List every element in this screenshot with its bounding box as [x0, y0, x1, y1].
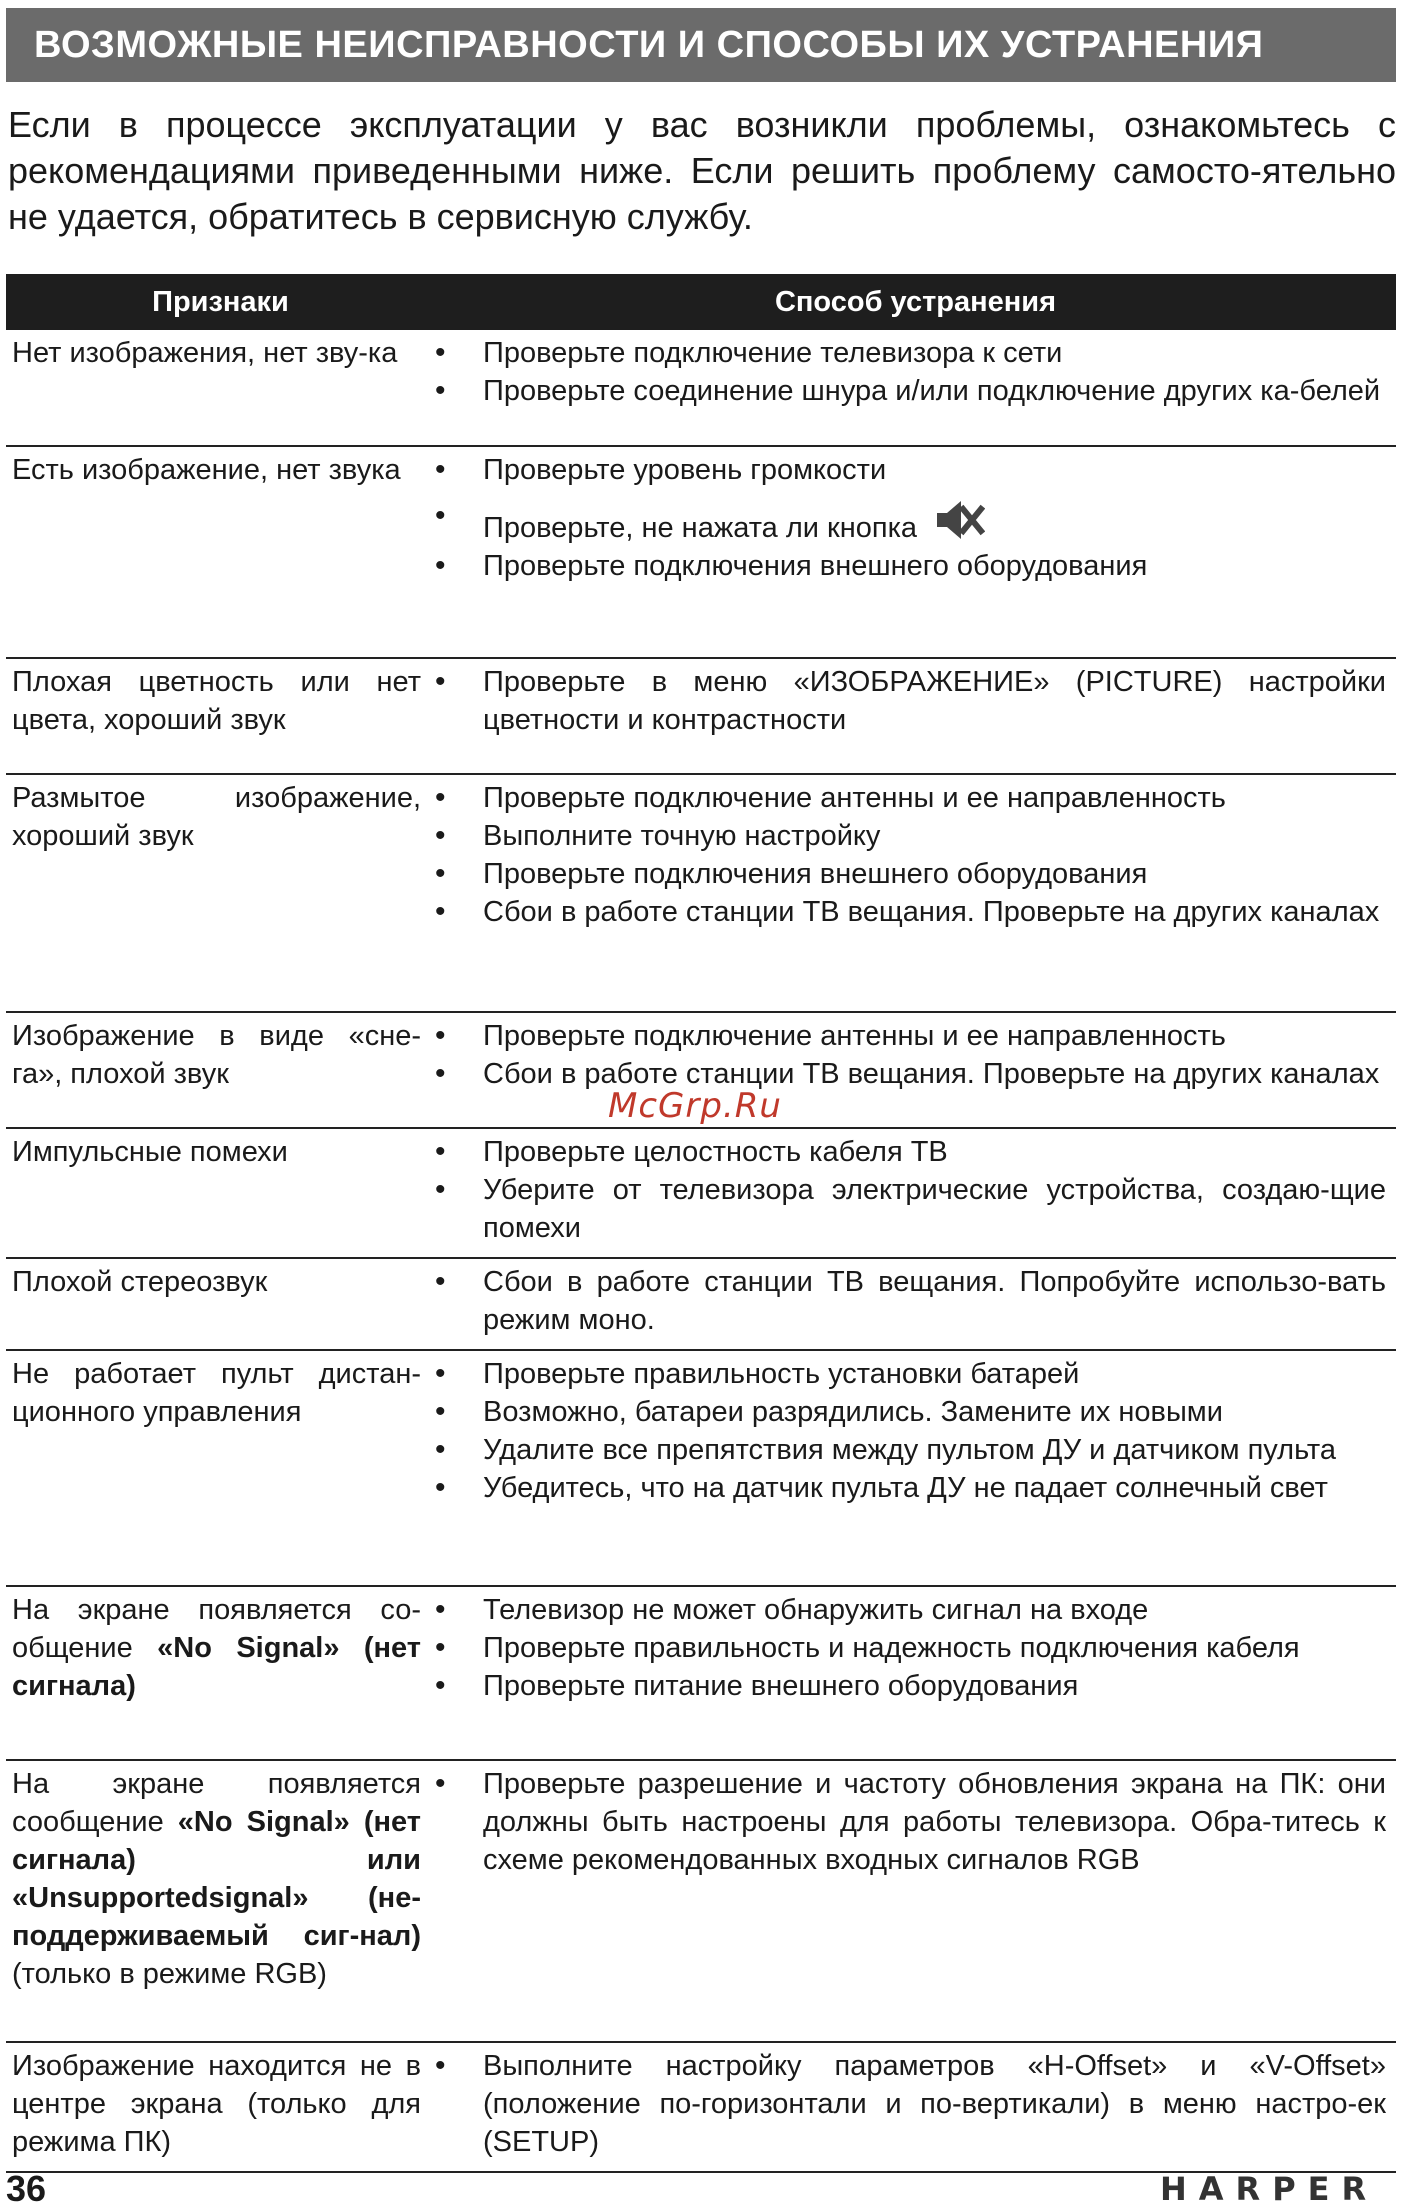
symptom-message: «No Signal» (нет сигнала) или «Unsupportedsignal» (не-поддерживаемый сиг-нал)	[12, 1806, 421, 1952]
table-row	[6, 330, 1396, 446]
symptom-cell: Не работает пульт дистан-ционного управления	[6, 1350, 435, 1586]
symptom-text: На экране появляется со-общение	[12, 1594, 421, 1664]
fix-item: • Проверьте соединение шнура и/или подключение других ка-белей	[445, 372, 1386, 410]
fix-item: • Возможно, батареи разрядились. Замените их новыми	[445, 1393, 1386, 1431]
symptom-cell	[6, 1760, 435, 2042]
fix-item: • Проверьте целостность кабеля ТВ	[445, 1133, 1386, 1171]
table-row	[6, 658, 1396, 774]
column-header-solutions: Способ устранения	[435, 274, 1396, 330]
fix-item: • Убедитесь, что на датчик пульта ДУ не падает солнечный свет	[445, 1469, 1386, 1507]
table-header-row	[6, 274, 1396, 330]
fix-item: • Сбои в работе станции ТВ вещания. Проверьте на других каналах	[445, 893, 1386, 931]
fix-item: • Телевизор не может обнаружить сигнал на входе	[445, 1591, 1386, 1629]
fix-item: • Проверьте подключения внешнего оборудования	[445, 855, 1386, 893]
table-row	[6, 1350, 1396, 1586]
fix-item: • Проверьте правильность установки батарей	[445, 1355, 1386, 1393]
fix-item: • Проверьте подключение антенны и ее направленность	[445, 1017, 1386, 1055]
fix-item: • Проверьте разрешение и частоту обновления экрана на ПК: они должны быть настроены для работы телевизора. Обра-титесь к схеме рекомендованных входных сигналов RGB	[445, 1765, 1386, 1879]
solution-cell	[435, 2042, 1396, 2172]
solution-cell	[435, 330, 1396, 446]
solution-cell	[435, 1128, 1396, 1258]
fix-item: • Проверьте подключения внешнего оборудования	[445, 547, 1386, 585]
fix-item: • Проверьте в меню «ИЗОБРАЖЕНИЕ» (PICTURE) настройки цветности и контрастности	[445, 663, 1386, 739]
symptom-cell: Изображение в виде «сне-га», плохой звук	[6, 1012, 435, 1128]
fix-item: • Проверьте подключение телевизора к сети	[445, 334, 1386, 372]
fix-item: • Выполните настройку параметров «H-Offset» и «V-Offset» (положение по-горизонтали и по-вертикали) в меню настро-ек (SETUP)	[445, 2047, 1386, 2161]
table-row	[6, 1128, 1396, 1258]
intro-paragraph: Если в процессе эксплуатации у вас возникли проблемы, ознакомьтесь с рекомендациями приведенными ниже. Если решить проблему самосто-ятельно не удается, обратитесь в сервисную службу.	[8, 104, 1396, 237]
fix-item: • Проверьте питание внешнего оборудования	[445, 1667, 1386, 1705]
solution-cell	[435, 1586, 1396, 1760]
symptom-cell	[6, 1586, 435, 1760]
solution-cell	[435, 446, 1396, 658]
solution-cell	[435, 1012, 1396, 1128]
fix-item: • Проверьте правильность и надежность подключения кабеля	[445, 1629, 1386, 1667]
symptom-cell: Нет изображения, нет зву-ка	[6, 330, 435, 446]
fix-item: • Сбои в работе станции ТВ вещания. Попробуйте использо-вать режим моно.	[445, 1263, 1386, 1339]
fix-item: • Сбои в работе станции ТВ вещания. Проверьте на других каналах	[445, 1055, 1386, 1093]
table-row	[6, 1760, 1396, 2042]
symptom-message: «No Signal» (нет сигнала)	[12, 1632, 421, 1702]
symptom-cell: Плохой стереозвук	[6, 1258, 435, 1350]
symptom-note: (только в режиме RGB)	[12, 1958, 327, 1990]
table-row	[6, 1258, 1396, 1350]
section-title: ВОЗМОЖНЫЕ НЕИСПРАВНОСТИ И СПОСОБЫ ИХ УСТРАНЕНИЯ	[34, 23, 1264, 66]
page-number: 36	[6, 2168, 47, 2209]
solution-cell	[435, 1258, 1396, 1350]
brand-logo: HARPER	[1160, 2170, 1379, 2208]
solution-cell	[435, 1760, 1396, 2042]
fix-item: • Проверьте подключение антенны и ее направленность	[445, 779, 1386, 817]
watermark: McGrp.Ru	[608, 1086, 782, 1126]
symptom-cell: Плохая цветность или нет цвета, хороший звук	[6, 658, 435, 774]
column-header-symptoms: Признаки	[6, 274, 435, 330]
fix-item: • Выполните точную настройку	[445, 817, 1386, 855]
fix-item-text: Проверьте, не нажата ли кнопка	[483, 512, 918, 544]
fix-item: • Уберите от телевизора электрические устройства, создаю-щие помехи	[445, 1171, 1386, 1247]
table-row	[6, 1586, 1396, 1760]
symptom-cell: Импульсные помехи	[6, 1128, 435, 1258]
mute-speaker-icon	[933, 497, 985, 543]
troubleshooting-table	[6, 274, 1396, 2173]
table-row	[6, 2042, 1396, 2172]
table-row	[6, 446, 1396, 658]
symptom-cell: Размытое изображение, хороший звук	[6, 774, 435, 1012]
table-row	[6, 774, 1396, 1012]
symptom-text: На экране появляется сообщение	[12, 1768, 421, 1838]
fix-item-mute	[445, 497, 1386, 547]
symptom-cell: Изображение находится не в центре экрана (только для режима ПК)	[6, 2042, 435, 2172]
fix-item: • Проверьте уровень громкости	[445, 451, 1386, 489]
section-header	[6, 8, 1396, 82]
fix-item: • Удалите все препятствия между пультом ДУ и датчиком пульта	[445, 1431, 1386, 1469]
solution-cell	[435, 658, 1396, 774]
solution-cell	[435, 774, 1396, 1012]
solution-cell	[435, 1350, 1396, 1586]
symptom-cell: Есть изображение, нет звука	[6, 446, 435, 658]
